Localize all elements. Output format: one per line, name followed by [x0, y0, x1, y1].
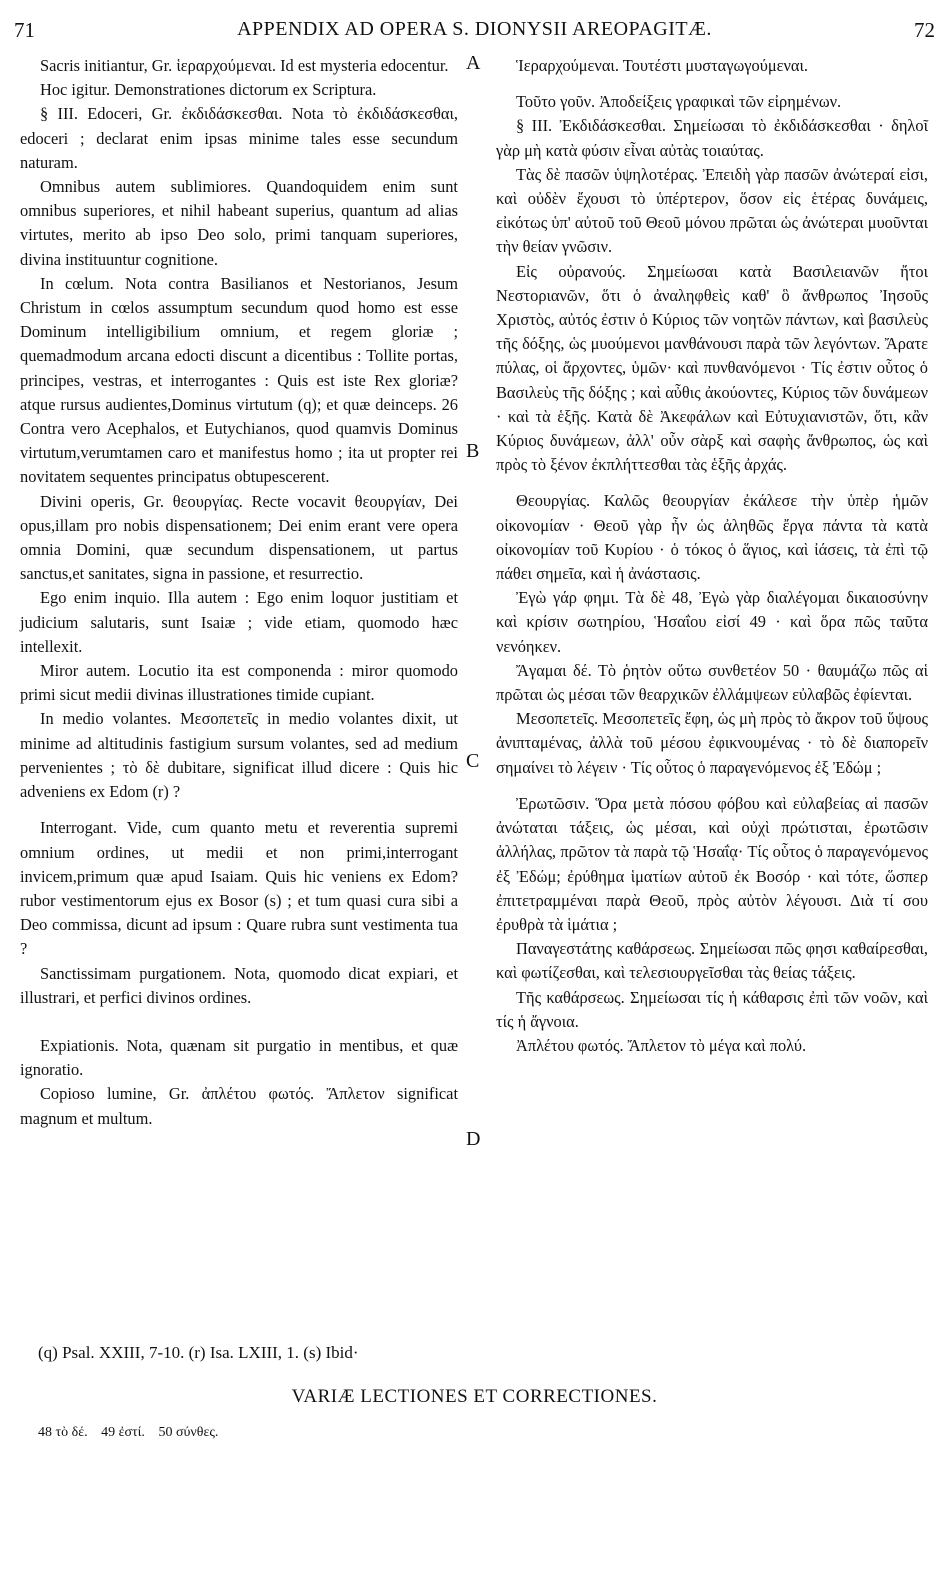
variants-title: VARIÆ LECTIONES ET CORRECTIONES.: [291, 1386, 658, 1407]
latin-paragraph: In cœlum. Nota contra Basilianos et Nestorianos, Jesum Christum in cœlos assumptum secundum quod homo est esse Dominum intelligibilium omnium, et regem gloriæ ; quemadmodum arcana edocti discunt a dicentibus : Tollite portas, principes, vestras, et interrogantes : Quis est iste Rex gloriæ? atque rursus audientes,Dominus virtutum (q); et quæ deinceps. 26 Contra vero Acephalos, et Eutychianos, quod quamvis Dominus virtutum,verumtamen caro et manifestus homo ; ita ut propter rei novitatem sequentes principatus obtupescerent.: [20, 273, 458, 487]
variants-list: [38, 1425, 228, 1441]
latin-paragraph: Divini operis, Gr. θεουργίας. Recte vocavit θεουργίαν, Dei opus,illam pro nobis dispensationem; Dei enim erant vere opera omnia Domini, quæ secundum dispensationem, ut partus sanctus,et sanitates, signa in passione, et resurrectio.: [20, 491, 458, 584]
latin-paragraph: Hoc igitur. Demonstrationes dictorum ex Scriptura.: [40, 80, 377, 100]
greek-paragraph: Ἀπλέτου φωτός. Ἄπλετον τὸ μέγα καὶ πολύ.: [516, 1035, 807, 1055]
latin-paragraph: Expiationis. Nota, quænam sit purgatio in mentibus, et quæ ignoratio.: [20, 1035, 458, 1080]
greek-paragraph: Ἐρωτῶσιν. Ὅρα μετὰ πόσου φόβου καὶ εὐλαβείας αἱ πασῶν ἀνώταται τάξεις, ὡς μέσαι, καὶ οὐχὶ πρώτισται, ἐρωτῶσιν ἀλλήλας, πρῶτον τὰ παρὰ τῷ Ἡσαΐᾳ· Τίς οὗτος ὁ παραγενόμενος ἐξ Ἐδώμ; ἐρύθημα ἱματίων αὐτοῦ ἐκ Βοσόρ · καὶ τότε, ὥσπερ ἐπιτετραμμέναι παρὰ Θεοῦ, πρὸς αὐτὸν λέγουσι. Διὰ τί σου ἐρυθρὰ τὰ ἱμάτια ;: [496, 793, 928, 934]
greek-paragraph: Θεουργίας. Καλῶς θεουργίαν ἐκάλεσε τὴν ὑπὲρ ἡμῶν οἰκονομίαν · Θεοῦ γὰρ ἦν ὡς ἀληθῶς ἔργα πάντα τὰ κατὰ οἰκονομίαν τοῦ Κυρίου · ὁ τόκος ὁ ἅγιος, καὶ ἰάσεις, τὰ ἐπὶ τῷ πάθει σημεῖα, καὶ ἡ ἀνάστασις.: [496, 491, 928, 584]
latin-paragraph: In medio volantes. Μεσοπετεῖς in medio volantes dixit, ut minime ad altitudinis fastigium sursum volantes, sed ad medium pervenientes ; τὸ δὲ dubitare, significat illud dicere : Quis hic adveniens ex Edom (r) ?: [20, 709, 458, 802]
greek-paragraph: Εἰς οὐρανούς. Σημείωσαι κατὰ Βασιλειανῶν ἤτοι Νεστοριανῶν, ὅτι ὁ ἀναληφθεὶς καθ' ὃ ἄνθρωπος Ἰησοῦς Χριστὸς, αὐτός ἐστιν ὁ Κύριος τῶν νοητῶν πάντων, καὶ βασιλεὺς τῆς δόξης, ὡς μυούμενοι μανθάνουσι παρὰ τῶν λεγόντων. Ἄρατε πύλας, οἱ ἄρχοντες, ὑμῶν· καὶ πυνθανόμενοι · Τίς ἐστιν οὗτος ὁ Βασιλεὺς τῆς δόξης ; καὶ αὖθις ἀκούοντες, Κύριος τῶν δυνάμεων · καὶ τὰ ἑξῆς. Κατὰ δὲ Ἀκεφάλων καὶ Εὐτυχιανιστῶν, ὅτι, κἂν Κύριος δυνάμεων, ἀλλ' οὖν σὰρξ καὶ σαφὴς ἄνθρωπος, ὡς καὶ πρὸς τὸ ξένον ἐκπλήττεσθαι τὰς ἑξῆς ἀρχάς.: [496, 261, 928, 475]
greek-column: [496, 54, 928, 1058]
greek-paragraph: Ἄγαμαι δέ. Τὸ ῥητὸν οὕτω συνθετέον 50 · θαυμάζω πῶς αἱ πρῶται ὡς μέσαι τῶν θεαρχικῶν ἐλλάμψεων εὐλαβῶς ἐφίενται.: [496, 660, 928, 705]
latin-paragraph: Sanctissimam purgationem. Nota, quomodo dicat expiari, et illustrari, et perfici divinos ordines.: [20, 963, 458, 1007]
section-marker-c: C: [466, 750, 480, 772]
latin-paragraph: Omnibus autem sublimiores. Quandoquidem enim sunt omnibus superiores, et nihil habeant superius, quantum ad alias virtutes, merito ab ipso Deo solo, primi tanquam superiores, divina instituuntur cognitione.: [20, 177, 458, 269]
greek-paragraph: Μεσοπετεῖς. Μεσοπετεῖς ἔφη, ὡς μὴ πρὸς τὸ ἄκρον τοῦ ὕψους ἀνιπταμένας, ἀλλὰ τοῦ μέσου ἐφικνουμένας · τὸ δὲ διαπορεῖν σημαίνει τὸ λέγειν · Τίς οὗτος ὁ παραγενόμενος ἐξ Ἐδώμ ;: [496, 709, 928, 777]
running-header: [14, 18, 935, 46]
variant-item: 49 ἐστί.: [101, 1425, 145, 1440]
section-marker-d: D: [466, 1128, 481, 1150]
greek-paragraph: § III. Ἐκδιδάσκεσθαι. Σημείωσαι τὸ ἐκδιδάσκεσθαι · δηλοῖ γὰρ μὴ κατὰ φύσιν εἶναι αὐτὰς τοιαύτας.: [496, 116, 928, 160]
greek-paragraph: Τῆς καθάρσεως. Σημείωσαι τίς ἡ κάθαρσις ἐπὶ τῶν νοῶν, καὶ τίς ἡ ἄγνοια.: [496, 987, 928, 1031]
page-number-right: 72: [914, 18, 935, 42]
greek-paragraph: Τοῦτο γοῦν. Ἀποδείξεις γραφικαὶ τῶν εἰρημένων.: [516, 92, 842, 112]
latin-paragraph: Miror autem. Locutio ita est componenda : miror quomodo primi sicut medii divinas illustrationes timide cupiant.: [20, 661, 458, 705]
latin-column: [20, 54, 458, 1131]
section-marker-a: A: [466, 52, 481, 74]
footnotes: (q) Psal. XXIII, 7-10. (r) Isa. LXIII, 1. (s) Ibid·: [38, 1343, 359, 1362]
latin-paragraph: § III. Edoceri, Gr. ἐκδιδάσκεσθαι. Nota τὸ ἐκδιδάσκεσθαι, edoceri ; declarat enim ipsas minime tales esse secundum naturam.: [20, 104, 458, 172]
page-number-left: 71: [14, 18, 35, 42]
section-marker-b: B: [466, 440, 480, 462]
greek-paragraph: Ἐγὼ γάρ φημι. Τὰ δὲ 48, Ἐγὼ γὰρ διαλέγομαι δικαιοσύνην καὶ κρίσιν σωτηρίου, Ἡσαΐου εἰσί 49 · καὶ ὅρα πῶς ταῦτα νενόηκεν.: [496, 588, 928, 656]
latin-paragraph: Sacris initiantur, Gr. ἱεραρχούμεναι. Id est mysteria edocentur.: [40, 56, 449, 75]
running-title: APPENDIX AD OPERA S. DIONYSII AREOPAGITÆ.: [237, 18, 712, 40]
greek-paragraph: Παναγεστάτης καθάρσεως. Σημείωσαι πῶς φησι καθαίρεσθαι, καὶ φωτίζεσθαι, καὶ τελεσιουργεῖσθαι τὰς θείας τάξεις.: [496, 939, 928, 983]
latin-paragraph: Ego enim inquio. Illa autem : Ego enim loquor justitiam et judicium salutaris, sunt Isaiæ ; vide etiam, quomodo hæc intellexit.: [20, 588, 458, 656]
greek-paragraph: Τὰς δὲ πασῶν ὑψηλοτέρας. Ἐπειδὴ γὰρ πασῶν ἀνώτεραί εἰσι, καὶ οὐδὲν ἔχουσι τὸ ὑπέρτερον, ὅσον εἰς ἑτέρας δυνάμεις, εἰκότως ὑπ' αὐτοῦ τοῦ Θεοῦ μόνου πρῶται ὡς ἀνώτεραι μυοῦνται τὴν θείαν γνῶσιν.: [496, 164, 928, 257]
variant-item: 50 σύνθες.: [158, 1425, 219, 1440]
latin-paragraph: Interrogant. Vide, cum quanto metu et reverentia supremi omnium ordines, ut medii et non primi,interrogant invicem,primum quæ apud Isaiam. Quis hic veniens ex Edom? rubor vestimentorum ejus ex Bosor (s) ; et tum quasi cura sibi a Deo commissa, dicunt ad ipsum : Quare rubra sunt vestimenta tua ?: [20, 818, 458, 959]
latin-paragraph: Copioso lumine, Gr. ἀπλέτου φωτός. Ἄπλετον significat magnum et multum.: [20, 1084, 458, 1128]
variant-item: 48 τὸ δέ.: [38, 1425, 88, 1440]
greek-paragraph: Ἱεραρχούμεναι. Τουτέστι μυσταγωγούμεναι.: [516, 56, 809, 75]
